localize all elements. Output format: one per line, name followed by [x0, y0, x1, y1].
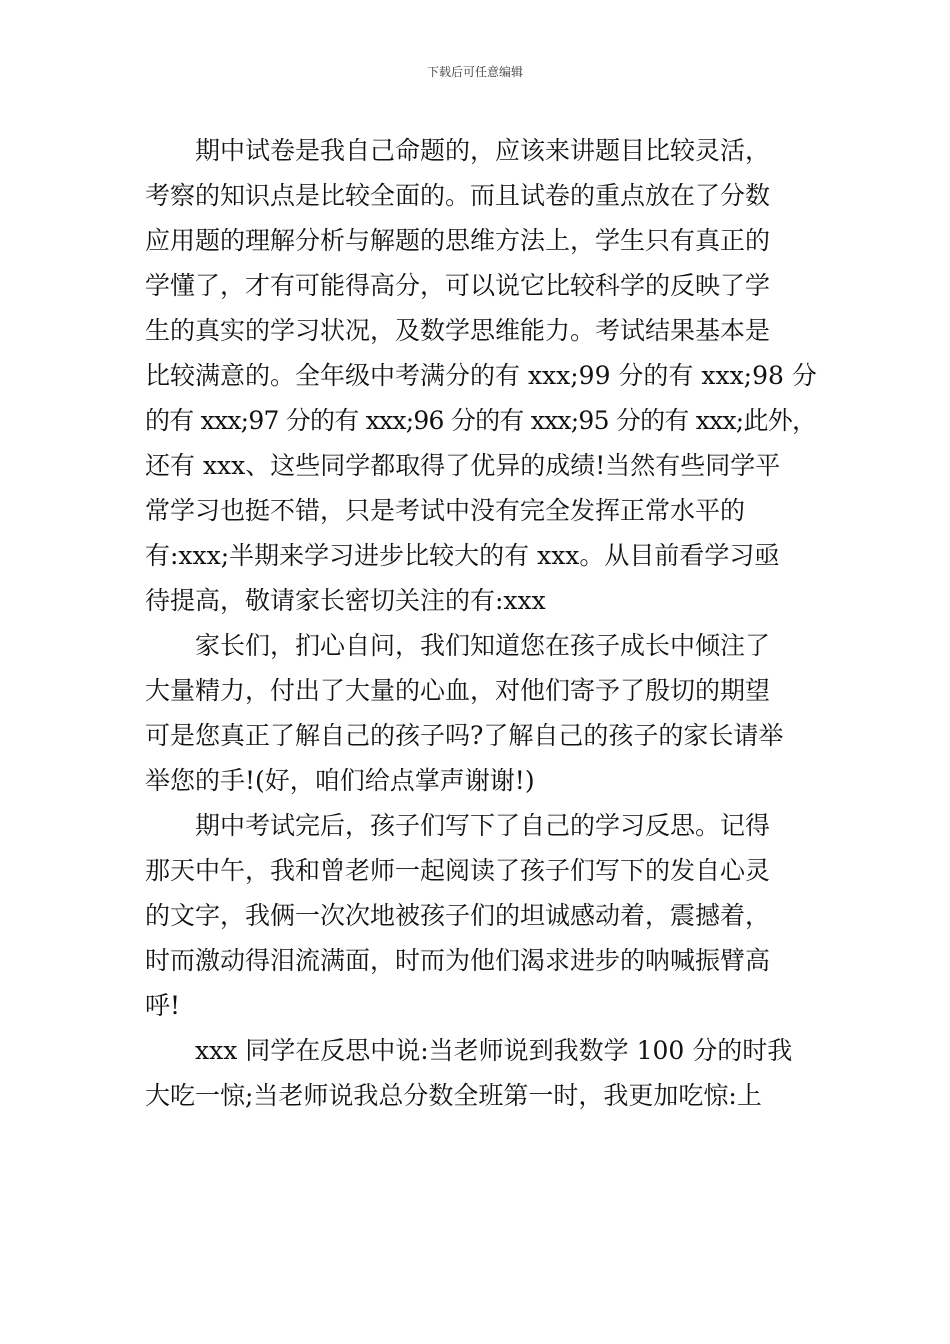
text-line: 那天中午，我和曾老师一起阅读了孩子们写下的发自心灵 — [145, 856, 771, 885]
text-line: 考察的知识点是比较全面的。而且试卷的重点放在了分数 — [145, 181, 771, 210]
text-line: 应用题的理解分析与解题的思维方法上，学生只有真正的 — [145, 226, 771, 255]
text-line: 待提高，敬请家长密切关注的有:xxx — [145, 586, 546, 615]
text-line: 可是您真正了解自己的孩子吗?了解自己的孩子的家长请举 — [145, 721, 784, 750]
text-line: 大量精力，付出了大量的心血，对他们寄予了殷切的期望 — [145, 676, 771, 705]
document-body — [145, 128, 817, 1118]
text-line: 常学习也挺不错，只是考试中没有完全发挥正常水平的 — [145, 496, 746, 525]
text-line: 学懂了，才有可能得高分，可以说它比较科学的反映了学 — [145, 271, 771, 300]
text-line: 举您的手!(好，咱们给点掌声谢谢!) — [145, 766, 535, 795]
text-line: 大吃一惊;当老师说我总分数全班第一时，我更加吃惊:上 — [145, 1081, 762, 1110]
page-header: 下载后可任意编辑 — [426, 65, 523, 79]
text-line: 呼! — [145, 991, 181, 1020]
text-line: 期中试卷是我自己命题的，应该来讲题目比较灵活， — [145, 136, 771, 165]
text-line: 期中考试完后，孩子们写下了自己的学习反思。记得 — [145, 811, 771, 840]
text-line: 有:xxx;半期来学习进步比较大的有 xxx。从目前看学习亟 — [145, 541, 780, 570]
text-line: 家长们，扪心自问，我们知道您在孩子成长中倾注了 — [145, 631, 771, 660]
text-line: 还有 xxx、这些同学都取得了优异的成绩!当然有些同学平 — [145, 451, 781, 480]
text-line: 的文字，我俩一次次地被孩子们的坦诚感动着，震撼着， — [145, 901, 771, 930]
text-line: 比较满意的。全年级中考满分的有 xxx;99 分的有 xxx;98 分 — [145, 361, 817, 390]
text-line: 生的真实的学习状况，及数学思维能力。考试结果基本是 — [145, 316, 771, 345]
text-line: 时而激动得泪流满面，时而为他们渴求进步的呐喊振臂高 — [145, 946, 771, 975]
text-line: 的有 xxx;97 分的有 xxx;96 分的有 xxx;95 分的有 xxx;此外， — [145, 406, 817, 435]
text-line: xxx 同学在反思中说:当老师说到我数学 100 分的时我 — [145, 1036, 793, 1065]
